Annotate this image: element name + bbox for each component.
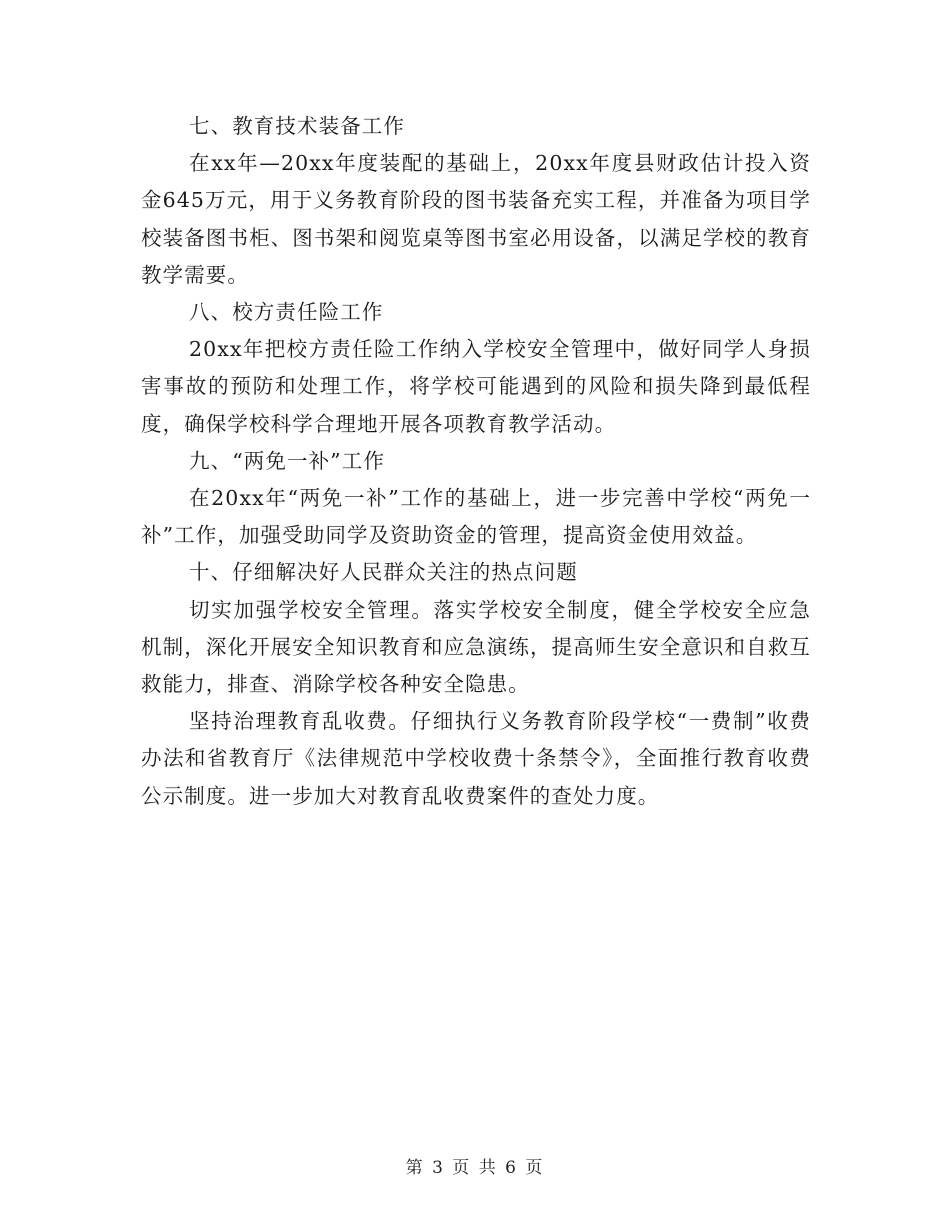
section-heading-liability-insurance: 八、校方责任险工作 (189, 300, 384, 325)
section-heading-hot-issues: 十、仔细解决好人民群众关注的热点问题 (189, 560, 578, 585)
section-heading-equipment: 七、教育技术装备工作 (189, 114, 405, 138)
paragraph-school-safety: 切实加强学校安全管理。落实学校安全制度，健全学校安全应急机制，深化开展安全知识教育和应急演练，提高师生安全意识和自救互救能力，排查、消除学校各种安全隐患。 (141, 597, 811, 697)
paragraph-liability-insurance: 20xx年把校方责任险工作纳入学校安全管理中，做好同学人身损害事故的预防和处理工作，将学校可能遇到的风险和损失降到最低程度，确保学校科学合理地开展各项教育教学活动。 (141, 337, 811, 436)
document-body (141, 108, 811, 815)
page-number-footer: 第 3 页 共 6 页 (405, 1158, 545, 1178)
section-heading-two-exemptions: 九、“两免一补”工作 (189, 448, 385, 473)
paragraph-two-exemptions: 在20xx年“两免一补”工作的基础上，进一步完善中学校“两免一补”工作，加强受助同学及资助资金的管理，提高资金使用效益。 (141, 486, 811, 548)
paragraph-fee-governance: 坚持治理教育乱收费。仔细执行义务教育阶段学校“一费制”收费办法和省教育厅《法律规范中学校收费十条禁令》，全面推行教育收费公示制度。进一步加大对教育乱收费案件的查处力度。 (141, 709, 811, 808)
paragraph-equipment: 在xx年—20xx年度装配的基础上，20xx年度县财政估计投入资金645万元，用于义务教育阶段的图书装备充实工程，并准备为项目学校装备图书柜、图书架和阅览桌等图书室必用设备，以满足学校的教育教学需要。 (141, 151, 811, 287)
